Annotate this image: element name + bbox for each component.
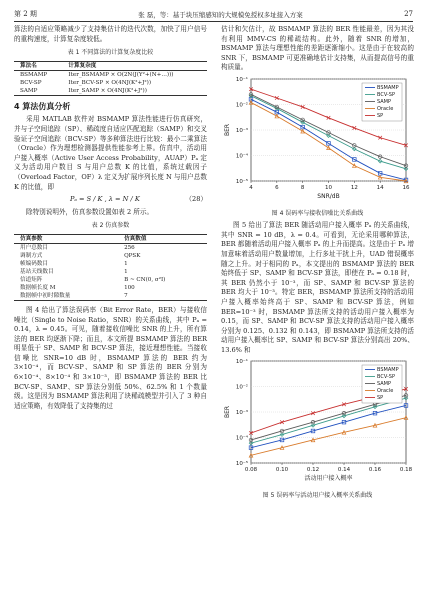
- paragraph-top-left: 算法的自适应策略减少了支持集估计的迭代次数，加快了用户信号的重构速度，计算复杂度较低。: [14, 25, 207, 43]
- table-row: [14, 292, 207, 301]
- table-cell: 7: [124, 292, 128, 299]
- fig4-caption: 图 4 误码率与接收信噪比关系曲线: [271, 209, 364, 217]
- table1-header-complexity: 计算复杂度: [68, 62, 97, 69]
- x-tick-label: 0.16: [368, 467, 382, 474]
- table-cell: BCV-SP: [20, 79, 42, 86]
- y-tick-label: 10⁻³: [235, 410, 248, 417]
- legend-label: SAMP: [377, 381, 392, 388]
- running-header: [14, 8, 413, 20]
- parameter-table: [14, 234, 207, 301]
- table2-caption: 表 2 仿真参数: [91, 222, 130, 230]
- table-cell: 信道矩阵: [20, 276, 43, 283]
- paragraph-top-right: 估计和欠估计，故 BSMAMP 算法的 BER 性能最差，因为其没有利用 MMV-CS 的稀疏结构。此外，随着 SNR 的增加，BSMAMP 算法与理想性能的差距逐渐缩小。这是由于在较高的 SNR 下，BSMAMP 可更准确地估计支持集，从而提高信号的重构质量。: [221, 25, 414, 72]
- legend-label: SAMP: [377, 98, 392, 105]
- x-axis-label: SNR/dB: [317, 192, 340, 200]
- right-column: [221, 25, 414, 504]
- x-axis-label: 活动用户接入概率: [304, 475, 353, 483]
- x-tick-label: 0.18: [399, 467, 413, 474]
- table-cell: SAMP: [20, 87, 38, 94]
- table1-caption: 表 1 不同算法的计算复杂度比较: [67, 49, 154, 57]
- legend-label: BCV-SP: [377, 91, 395, 98]
- y-tick-label: 10⁻¹: [235, 76, 248, 83]
- fig5-caption: 图 5 误码率与活动用户接入概率关系曲线: [262, 492, 373, 500]
- complexity-table: [14, 61, 207, 96]
- figure-4: [221, 73, 414, 205]
- x-tick-label: 8: [300, 184, 305, 191]
- table-cell: 调制方式: [20, 252, 43, 259]
- y-axis-label: BER: [224, 123, 231, 137]
- legend-label: SP: [377, 395, 384, 402]
- table1-header-algo: 算法名: [20, 62, 37, 69]
- x-tick-label: 10: [325, 184, 332, 191]
- equation-body: Pₐ = S / K , λ = N / K: [70, 195, 140, 204]
- left-column: [14, 25, 207, 411]
- y-tick-label: 10⁻³: [235, 127, 248, 134]
- x-tick-label: 12: [350, 184, 358, 191]
- x-tick-label: 0.10: [275, 467, 289, 474]
- y-tick-label: 10⁻⁵: [235, 461, 248, 468]
- x-tick-label: 0.14: [337, 467, 351, 474]
- x-tick-label: 16: [402, 184, 410, 191]
- table-cell: 1: [124, 268, 128, 275]
- paragraph-params: 除特别说明外，仿真参数设置如表 2 所示。: [26, 207, 154, 216]
- table-cell: 数据帧中初时隙数量: [20, 292, 71, 299]
- x-tick-label: 0.08: [244, 467, 258, 474]
- table-cell: 用户总数目: [20, 244, 48, 251]
- table-cell: 基站天线数目: [20, 268, 54, 275]
- y-tick-label: 10⁻¹: [235, 359, 248, 366]
- x-tick-label: 6: [275, 184, 279, 191]
- paragraph-fig4-discussion: 图 4 给出了算法误码率（Bit Error Rate，BER）与接收信噪比（Single to Noise Ratio，SNR）的关系曲线，其中 Pₐ = 0.14，λ = 0.45。可见，随着接收信噪比 SNR 的上升，所有算法的 BER 均逐渐下降；而且，本文所提 BSMAMP 算法的 BER 明显低于 SP、SAMP 和 BCV-SP 算法，接近理想性能。当接收信噪比 SNR=10 dB 时，BSMAMP 算法的 BER 约为 3×10⁻⁴，而 BCV-SP、SAMP 和 SP 算法的 BER 分别为 6×10⁻⁴、8×10⁻⁴ 和 3×10⁻³，即 BSMAMP 算法的 BER 比 BCV-SP、SAMP、SP 算法分别低 50%、62.5% 和 1 个数量级。这是因为 BSMAMP 算法利用了块稀疏模型并引入了 3 种自适应策略，有效降低了支持集的过: [14, 305, 207, 410]
- ber-access-probability-chart: [221, 355, 414, 483]
- paragraph-fig5-discussion: 图 5 给出了算法 BER 随活动用户接入概率 Pₐ 的关系曲线，其中 SNR = 10 dB，λ = 0.4。可看到，无论采用哪种算法，BER 都随着活动用户接入概率 Pₐ 的上升而提高。这是由于 Pₐ 增加意味着活动用户数量增加，上行多址干扰上升，UAD 错误概率随之上升。对于相同的 Pₐ，本文提出的 BSMAMP 算法的 BER 始终低于 SP、SAMP 和 BCV-SP 算法，即使在 Pₐ = 0.18 时，其 BER 仍然小于 10⁻³，而 SP、SAMP 和 BCV-SP 算法的 BER 均大于 10⁻³。特定 BER，BSMAMP 算法所支持的活动用户接入概率始终高于 SP、SAMP 和 BCV-SP 算法，例如 BER=10⁻³ 时，BSMAMP 算法所支持的活动用户接入概率为 0.15，而 SP、SAMP 和 BCV-SP 算法支持的活动用户接入概率分别为 0.125、0.132 和 0.143，即 BSMAMP 算法所支持的活动用户接入概率比 SP、SAMP 和 BCV-SP 算法分别高出 20%、13.6% 和: [221, 221, 414, 354]
- table-cell: B ~ CN(0, σ²I): [124, 276, 166, 283]
- table-row: [14, 276, 207, 284]
- table-row: [14, 252, 207, 260]
- legend-label: BSMAMP: [377, 367, 399, 374]
- table-row: [14, 284, 207, 292]
- legend-label: BSMAMP: [377, 84, 399, 91]
- page-number: 27: [404, 10, 413, 18]
- running-title: 张 磊，等：基于块压缩感知的大规模免授权多址接入方案: [138, 10, 303, 19]
- table-cell: 256: [124, 244, 135, 251]
- table-row: [14, 70, 207, 79]
- legend-label: BCV-SP: [377, 374, 395, 381]
- table2-header-value: 仿真数值: [124, 235, 147, 242]
- table-cell: 100: [124, 284, 135, 291]
- x-tick-label: 4: [249, 184, 253, 191]
- equation: [14, 195, 207, 205]
- y-tick-label: 10⁻⁵: [235, 178, 248, 185]
- table-cell: Iter_BCV-SP × O(4NJ(K²+J²)): [68, 79, 152, 86]
- table-cell: Iter_SAMP × O(4NJ(K²+J²)): [68, 87, 147, 94]
- legend-label: Oracle: [377, 105, 394, 112]
- table-cell: QPSK: [124, 252, 141, 259]
- ber-snr-chart: [221, 73, 414, 201]
- figure-5: [221, 355, 414, 487]
- table-row: [14, 87, 207, 96]
- table-cell: 帧编码数目: [20, 260, 48, 267]
- header-rule: [14, 21, 413, 22]
- section-heading: 4 算法仿真分析: [14, 101, 71, 111]
- table-cell: BSMAMP: [20, 71, 48, 78]
- legend-label: SP: [377, 112, 384, 119]
- x-tick-label: 14: [376, 184, 384, 191]
- equation-number: （28）: [185, 195, 207, 204]
- table2-header-param: 仿真参数: [20, 235, 43, 242]
- table-row: [14, 243, 207, 252]
- table-cell: Iter_BSMAMP × O(2N(J(Y²+(N+…))): [68, 71, 174, 78]
- paragraph-simulation: 采用 MATLAB 软件对 BSMAMP 算法性能进行仿真研究，并与子空间追踪（SP）、稀疏度自适应匹配追踪（SAMP）和交叉验证子空间追踪（BCV-SP）等多种算法进行比较：最小二乘算法（Oracle）作为理想检测器提供性能参考上界。仿真中，活动用户接入概率（Active User Access Probability，AUAP）Pₐ 定义为活动用户数目 S 与用户总数 K 的比值，系统过载因子（Overload Factor，OF）λ 定义为扩展序列长度 N 与用户总数 K 的比值，即: [14, 115, 207, 191]
- issue-label: 第 2 期: [14, 10, 37, 18]
- table-cell: 数据帧长度 M: [20, 284, 56, 291]
- y-tick-label: 10⁻²: [235, 384, 248, 391]
- y-tick-label: 10⁻⁴: [235, 435, 248, 442]
- table-row: [14, 79, 207, 87]
- y-tick-label: 10⁻²: [235, 102, 248, 109]
- table-row: [14, 268, 207, 276]
- table-row: [14, 260, 207, 268]
- y-tick-label: 10⁻⁴: [235, 153, 248, 160]
- y-axis-label: BER: [224, 406, 231, 419]
- table-cell: 1: [124, 260, 128, 267]
- legend-label: Oracle: [377, 388, 394, 395]
- x-tick-label: 0.12: [306, 467, 320, 474]
